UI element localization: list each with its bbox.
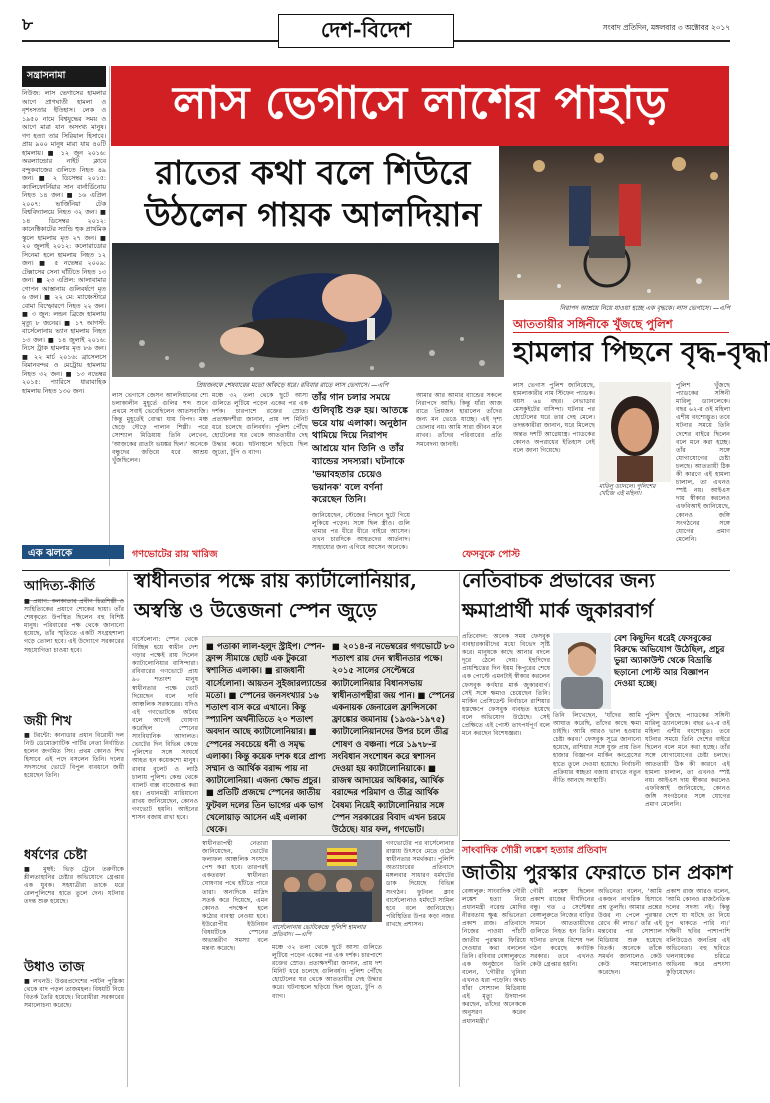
facebook-kicker: ফেসবুকে পোস্ট	[462, 549, 520, 560]
briefs-item4-text: ■ লখনউ: উত্তরপ্রদেশের পর্যটন পুস্তিকা থেকে বাদ পড়ল তাজমহল। বিষয়টি নিয়ে বিতর্ক তৈরি হয়েছে। বিরোধীরা সরকারের সমালোচনা করেছে।	[24, 978, 124, 1010]
police-kicker-rule	[513, 332, 729, 333]
gauri-headline: জাতীয় পুরস্কার ফেরাতে চান প্রকাশ	[462, 861, 733, 884]
catalonia-headline: স্বাধীনতার পক্ষে রায় ক্যাটালোনিয়ার, অস্বস্তি ও উত্তেজনা স্পেন জুড়ে	[134, 569, 417, 622]
police-col-2: পুলিশ খুঁজছে প্যাডকের সঙ্গিনী মারিলু ড্যানলেকে। বছর ৬২-র ওই মহিলা এশীয় বংশোদ্ভূত। তবে ঘটনার সময়ে তিনি দেশের বাইরে ছিলেন বলে মনে করা হচ্ছে। তাঁর সঙ্গে যোগাযোগের চেষ্টা চলছে। আততায়ী ঠিক কী কারণে এই হামলা চালাল, তা এখনও স্পষ্ট নয়। আইএস দায় স্বীকার করলেও এফবিআই জানিয়েছে, কোনও জঙ্গি সংগঠনের সঙ্গে যোগের প্রমাণ মেলেনি।	[676, 382, 730, 543]
facebook-col-1: প্রতিবেদন: অনেক সময় ফেসবুক ব্যবহারকারীদের মধ্যে বিভেদ সৃষ্টি করে। মানুষকে কাছে আনার বদলে দূরে ঠেলে দেয়। ইহুদিদের প্রায়শ্চিত্তের দিন ইয়ম কিপুরের শেষে এক পোস্টে এমনটাই স্বীকার করলেন ফেসবুক কর্ণধার মার্ক জুকারবার্গ। সেই সঙ্গে ক্ষমাও চেয়েছেন তিনি। মার্কিন প্রেসিডেন্ট নির্বাচনে রাশিয়ার হস্তক্ষেপে ফেসবুক ব্যবহৃত হয়েছে বলে অভিযোগ উঠেছে। সেই প্রেক্ষিতে এই পোস্ট তাৎপর্যপূর্ণ বলে মনে করছেন বিশেষজ্ঞরা।	[462, 633, 550, 738]
pull-quote-text: তাঁর গান চলার সময়ে গুলিবৃষ্টি শুরু হয়। আতঙ্কে ভরে যায় এলাকা। অনুষ্ঠান থামিয়ে দিয়ে নিরাপদ আশ্রয়ে যান তিনি ও তাঁর ব্যান্ডের সদস্যরা। ঘটনাকে 'ভয়াবহতার চেয়েও ভয়ানক' বলে বর্ণনা করেছেন তিনি।	[312, 392, 408, 506]
page-number: ৮	[22, 15, 34, 35]
sidebar-title: সন্ত্রাসনামা	[22, 66, 106, 87]
briefs-item3-title: ধর্ষণের চেষ্টা	[24, 848, 88, 863]
briefs-item1-title: আদিত্য-কীর্তি	[24, 577, 124, 601]
gauri-col-1: বেঙ্গালুরু: সাংবাদিক গৌরী লঙ্কেশ হত্যা নিয়ে প্রধানমন্ত্রী নরেন্দ্র মোদির নীরবতায় ক্ষুব্ধ অভিনেতা প্রকাশ রাজ। প্রতিবাদে নিজের পাওয়া পাঁচটি জাতীয় পুরস্কার ফিরিয়ে দেওয়ার কথা বললেন তিনি। রবিবার বেঙ্গালুরুতে এক অনুষ্ঠানে তিনি বলেন, 'গৌরীর খুনিরা এখনও ধরা পড়েনি। অথচ যাঁরা সোশ্যাল মিডিয়ায় এই মৃত্যু উদযাপন করছেন, তাঁদের অনেককে অনুসরণ করেন প্রধানমন্ত্রী।'	[462, 888, 526, 1025]
suspect-portrait-svg	[599, 382, 671, 482]
right-photo-wheelchair	[499, 146, 729, 300]
dateline: সংবাদ প্রতিদিন, মঙ্গলবার ৩ অক্টোবর ২০১৭	[602, 23, 730, 32]
briefs-item3-text: ■ মুম্বই: ভিড় ট্রেনে তরুণীকে শ্লীলতাহানির চেষ্টার অভিযোগে গ্রেপ্তার এক যুবক। সহযাত্রীরা তাকে ধরে রেলপুলিশের হাতে তুলে দেন। ঘটনার তদন্ত শুরু হয়েছে।	[24, 866, 124, 906]
main-headline: লাস ভেগাসে লাশের পাহাড়	[173, 75, 667, 129]
facebook-highlight: বেশ কিছুদিন ধরেই ফেসবুকের বিরুদ্ধে অভিযোগ উঠেছিল, প্রচুর ভুয়া অ্যাকাউন্ট থেকে বিভ্রান্তি ছড়ানো পোস্ট আর বিজ্ঞাপন দেওয়া হচ্ছে।	[614, 633, 725, 688]
catalonia-kicker: গণভোটের রায় খারিজ	[132, 549, 218, 560]
catalonia-photo-caption: বার্সেলোনায় ভোটকেন্দ্রে পুলিশি হামলার প্রতিবাদ। —এপি	[272, 924, 366, 939]
section-title-box	[278, 14, 454, 48]
sidebar-text: নিউজ: লাস ভেগাসের হামলার আগে প্রাণঘাতী হামলা ও নৃশংসতার ইতিহাস। লেক ও ১৯৫০ নামে বিশ্বযুদ্ধের সময় ও আগে মারা যান অসংখ্য মানুষ। গণ হত্যা তার সিরিয়াল হিসাবে। প্রায় ৯০০ মানুষ মারা যায় ৪০টি হামলায়। ■ ১২ জুন ২০১৬: অরল্যান্ডোর নাইট ক্লাবে বন্দুকবাজের গুলিতে নিহত ৪৯ জন। ■ ২ ডিসেম্বর ২০১৫: ক্যালিফোর্নিয়ার সান বার্নার্ডিনোয় নিহত ১৪ জন। ■ ১৬ এপ্রিল ২০০৭: ভার্জিনিয়া টেক বিশ্ববিদ্যালয়ে নিহত ৩২ জন। ■ ১৪ ডিসেম্বর ২০১২: কানেক্টিকাটের স্যান্ডি হুক প্রাথমিক স্কুলে হামলায় মৃত ২৭ জন। ■ ২০ জুলাই ২০১২: কলোরাডোর সিনেমা হলে হামলায় নিহত ১২ জন। ■ ৫ নভেম্বর ২০০৯: টেক্সাসের সেনা ঘাঁটিতে নিহত ১৩ জন। ■ ২৩ এপ্রিল: আলাবামার গোপন আস্তানায় গুলিবর্ষণে মৃত ৬ জন। ■ ২২ মে: ম্যাঞ্চেস্টারে বোমা বিস্ফোরণে নিহত ২২ জন। ■ ৩ জুন: লন্ডন ব্রিজে হামলায় মৃত্যু ৮ জনের। ■ ১৭ আগস্ট: বার্সেলোনায় ভ্যান হামলায় নিহত ১৩ জন। ■ ১৪ জুলাই ২০১৬: নিসে ট্রাক হামলায় মৃত ৮৬ জন। ■ ২২ মার্চ ২০১৬: ব্রাসেলসে বিমানবন্দর ও মেট্রোয় হামলায় নিহত ৩২ জন। ■ ১৩ নভেম্বর ২০১৫: প্যারিসে ধারাবাহিক হামলায় নিহত ১৩০ জন।	[22, 90, 106, 395]
zuckerberg-portrait-svg	[553, 633, 611, 709]
gauri-kicker: সাংবাদিক গৌরী লঙ্কেশ হত্যার প্রতিবাদ	[462, 845, 607, 856]
section-title: দেশ-বিদেশ	[320, 16, 412, 42]
catalonia-divider	[459, 572, 460, 1087]
lead-col-2: মঞ্চে ৩২ তলা থেকে ছুটে আসা গুলিতে লুটিয়ে পড়েন একের পর এক দর্শক। চারপাশে রক্তের স্রোত। প্রত্যক্ষদর্শীরা জানান, প্রায় দশ মিনিট ধরে চলেছে গুলিবর্ষণ। পুলিশ পৌঁছে হোটেলের ঘর থেকে আততায়ীর দেহ উদ্ধার করে। ঘটনাস্থলে ছড়িয়ে ছিল জুতো, টুপি ও ব্যাগ।	[212, 392, 308, 456]
police-photo-suspect	[599, 382, 671, 482]
briefs-item2-title: জয়ী শিখ	[24, 714, 72, 729]
facebook-col-3: পুলিশ খুঁজছে প্যাডকের সঙ্গিনী মারিলু ড্যানলেকে। বছর ৬২-র ওই মহিলা এশীয় বংশোদ্ভূত। তবে ঘটনার সময়ে তিনি দেশের বাইরে ছিলেন বলে মনে করা হচ্ছে। তাঁর সঙ্গে যোগাযোগের চেষ্টা চলছে। আততায়ী ঠিক কী কারণে এই হামলা চালাল, তা এখনও স্পষ্ট নয়। আইএস দায় স্বীকার করলেও এফবিআই জানিয়েছে, কোনও জঙ্গি সংগঠনের সঙ্গে যোগের প্রমাণ মেলেনি।	[645, 712, 730, 809]
catalonia-facts-1: ■ পতাকা লাল-হলুদ স্ট্রাইপ। স্পেন-ফ্রান্স সীমান্তে ছোট এক টুকরো স্বশাসিত এলাকা। ■ রাজধানী বার্সেলোনা। আয়তন সুইজারল্যান্ডের মতো। ■ স্পেনের জনসংখ্যার ১৬ শতাংশ বাস করে এখানে। কিন্তু স্প্যানিশ অর্থনীতিতে ২০ শতাংশ অবদান আছে ক্যাটালোনিয়ার। ■ স্পেনের সবচেয়ে ধনী ও সমৃদ্ধ এলাকা। কিন্তু কয়েক দশক ধরে প্রাপ্য সম্মান ও আর্থিক বরাদ্দ পায় না ক্যাটালোনিয়া। এজন্য ক্ষোভ প্রচুর। ■ প্রতিটি প্রজন্মে স্পেনের জাতীয় ফুটবল দলের তিন ভাগের এক ভাগ খেলোয়াড় আসেন এই এলাকা থেকে।	[206, 641, 327, 835]
police-kicker: আততায়ীর সঙ্গিনীকে খুঁজছে পুলিশ	[513, 317, 673, 331]
catalonia-col-3: গণভোটের পর বার্সেলোনার রাস্তায় উৎসবে মেতে ওঠেন স্বাধীনতার সমর্থকরা। পুলিশি অত্যাচারের প্রতিবাদে মঙ্গলবার সাধারণ ধর্মঘটের ডাক দিয়েছে বিভিন্ন সংগঠন। ফুটবল ক্লাব বার্সেলোনাও ধর্মঘটে সামিল হবে বলে জানিয়েছে। পরিস্থিতির উপর কড়া নজর রাখছে প্রশাসন।	[386, 840, 454, 928]
briefs-item1-text: ■ প্রয়াণ: কলকাতার প্রবীণ চিত্রশিল্পী ও সাহিত্যিকের প্রয়াণে শোকের ছায়া। তাঁর শেষকৃত্যে উপস্থিত ছিলেন বহু বিশিষ্ট মানুষ। পরিবারের পক্ষ থেকে জানানো হয়েছে, তাঁর স্মৃতিতে একটি সংগ্রহশালা গড়ে তোলা হবে। এই উদ্যোগে সরকারের সহযোগিতা চাওয়া হবে।	[24, 598, 124, 654]
catalonia-col-2: স্বাধীনতাপন্থী নেতারা জানিয়েছেন, ভোটের ফলাফল আঞ্চলিক সংসদে পেশ করা হবে। তারপরই একতরফা স্বাধীনতা ঘোষণার পথে হাঁটতে পারে তারা। অন্যদিকে মাদ্রিদ সতর্ক করে দিয়েছে, এমন কোনও পদক্ষেপ হলে কঠোর ব্যবস্থা নেওয়া হবে। ইউরোপীয় ইউনিয়ন বিষয়টিকে স্পেনের অভ্যন্তরীণ সমস্যা বলে মন্তব্য করেছে।	[202, 840, 268, 953]
masthead	[0, 0, 750, 44]
lead-pull-quote	[312, 392, 410, 508]
right-photo-svg	[499, 146, 729, 300]
lead-headline: রাতের কথা বলে শিউরে উঠলেন গায়ক আলদিয়ান	[144, 153, 482, 234]
briefs-item2-text: ■ টরন্টো: কানাডার প্রধান বিরোধী দল নিউ ডেমোক্র্যাটিক পার্টির নেতা নির্বাচিত হলেন জগমিত সিং। প্রথম কোনও শিখ হিসাবে এই পদে বসলেন তিনি। দলের সদস্যদের ভোটে বিপুল ব্যবধানে জয়ী হয়েছেন তিনি।	[24, 732, 124, 780]
catalonia-col-4: মঞ্চে ৩২ তলা থেকে ছুটে আসা গুলিতে লুটিয়ে পড়েন একের পর এক দর্শক। চারপাশে রক্তের স্রোত। প্রত্যক্ষদর্শীরা জানান, প্রায় দশ মিনিট ধরে চলেছে গুলিবর্ষণ। পুলিশ পৌঁছে হোটেলের ঘর থেকে আততায়ীর দেহ উদ্ধার করে। ঘটনাস্থলে ছড়িয়ে ছিল জুতো, টুপি ও ব্যাগ।	[272, 944, 382, 1000]
gauri-col-2: গৌরী লঙ্কেশ ছিলেন প্রকাশ রাজের দীর্ঘদিনের বন্ধু। গত ৫ সেপ্টেম্বর বেঙ্গালুরুতে নিজের বাড়ির সামনে আততায়ীদের গুলিতে নিহত হন তিনি। ঘটনার তদন্তে বিশেষ দল গঠন করেছে কর্ণাটক সরকার। তবে এখনও কেউ গ্রেপ্তার হয়নি।	[530, 888, 594, 968]
gauri-top-rule	[462, 840, 730, 841]
main-headline-banner	[111, 66, 729, 146]
facebook-highlight-box	[614, 633, 730, 709]
catalonia-col-1: বার্সেলোনা: স্পেন থেকে বিচ্ছিন্ন হয়ে স্বাধীন দেশ গড়ার পক্ষেই রায় দিলেন ক্যাটালোনিয়ার বাসিন্দারা। রবিবারের গণভোটে প্রায় ৯০ শতাংশ মানুষ স্বাধীনতার পক্ষে ভোট দিয়েছেন বলে দাবি আঞ্চলিক সরকারের। যদিও এই গণভোটকে অবৈধ বলে আগেই ঘোষণা করেছিল স্পেনের সাংবিধানিক আদালত। ভোটের দিন বিভিন্ন কেন্দ্রে পুলিশের সঙ্গে সংঘর্ষে আহত হন কয়েকশো মানুষ। রাবার বুলেট ও লাঠি চালায় পুলিশ। কেন্দ্র থেকে ব্যালট বাক্স বাজেয়াপ্ত করা হয়। প্রধানমন্ত্রী মারিয়ানো রাখয় জানিয়েছেন, কোনও গণভোট হয়নি। আইনের শাসন বজায় রাখা হবে।	[132, 636, 198, 822]
lead-photo-embrace	[112, 243, 504, 377]
lead-photo-caption: প্রিয়জনকে শেষবারের মতো আঁকড়ে ধরে। রবিবার রাতে লাস ভেগাসে। —এপি	[196, 382, 389, 389]
police-headline: হামলার পিছনে বৃদ্ধ-বৃদ্ধা	[513, 337, 770, 368]
sidebar-divider	[109, 66, 110, 566]
facebook-photo-zuckerberg	[553, 633, 611, 709]
gauri-col-4: প্রকাশ রাজ আরও বলেন, 'আমি কোনও রাজনৈতিক দলের সদস্য নই। কিন্তু দেশে যা ঘটছে তা নিয়ে চুপ থাকতে পারি না।' দক্ষিণী ছবির পাশাপাশি বলিউডেও জনপ্রিয় এই অভিনেতা। বহু ছবিতে খলনায়কের চরিত্রে অভিনয় করে প্রশংসা কুড়িয়েছেন।	[666, 888, 730, 976]
right-photo-caption: নিরাপদ আশ্রয়ে নিয়ে যাওয়া হচ্ছে এক বৃদ্ধকে। লাস ভেগাসে। —এপি	[559, 305, 730, 312]
facebook-headline: নেতিবাচক প্রভাবের জন্য ক্ষমাপ্রার্থী মার্ক জুকারবার্গ	[462, 569, 655, 622]
briefs-tab-label: এক ঝলকে	[28, 548, 73, 559]
briefs-divider	[127, 572, 128, 1087]
facebook-col-2: তিনি লিখেছেন, 'যাঁদের আমি আঘাত করেছি, তাঁদের কাছে ক্ষমা চাইছি। আমি আরও ভাল হওয়ার চেষ্টা করব।' ফেসবুক সূত্রে জানানো হয়েছে, রাশিয়ার সঙ্গে যুক্ত প্রায় তিন হাজার বিজ্ঞাপন মার্কিন কংগ্রেসের হাতে তুলে দেওয়া হয়েছে। নির্বাচনী প্রক্রিয়ার স্বচ্ছতা বজায় রাখতে নতুন নীতি আনছে সংস্থাটি।	[553, 712, 641, 784]
masthead-rule-left	[22, 40, 278, 42]
police-col-1: লাস ভেগাস পুলিশ জানিয়েছে, হামলাকারীর নাম স্টিফেন প্যাডক। বয়স ৬৪ বছর। নেভাডার মেসকুইটের বাসিন্দা। ঘটনার পর হোটেলের ঘরে তার দেহ মেলে। তদন্তকারীরা জানান, ঘরে মিলেছে অন্তত দশটি আগ্নেয়াস্ত্র। প্যাডকের কোনও অপরাধের ইতিহাস নেই বলে জানা গিয়েছে।	[513, 382, 595, 454]
lead-photo-svg	[112, 243, 504, 377]
sidebar-terror-list	[22, 66, 106, 566]
lead-col-1: লাস ভেগাসে জেসন আলদিয়ানের শো চলাকালীন মুহূর্তে গুলির শব্দ শুনে প্রথমে সবাই ভেবেছিলেন আতসবাজি। কিন্তু মুহূর্তেই বোঝা যায় বিপদ। মঞ্চ ছেড়ে দৌড়ে পালান শিল্পী। পরে সোশ্যাল মিডিয়ায় তিনি লেখেন, 'আজকের রাতটা ভয়ঙ্কর ছিল।' অনেকে বন্ধুদের জড়িয়ে ধরে আশ্রয় খুঁজছিলেন।	[112, 392, 208, 464]
police-photo-caption: মারিলু ড্যানলে। পুলিশের খোঁজে এই মহিলা।	[599, 484, 656, 497]
catalonia-photo-protest	[272, 840, 382, 922]
briefs-item4-title: উধাও তাজ	[24, 960, 85, 975]
catalonia-facts-2: ■ ২০১৪-র নভেম্বরের গণভোটে ৮০ শতাংশ রায় দেন স্বাধীনতার পক্ষে। ২০১৫ সালের সেপ্টেম্বরে ক্যাটালোনিয়ার বিধানসভায় স্বাধীনতাপন্থীরা জয় পান। ■ স্পেনের একনায়ক জেনারেল ফ্রান্সিসকো ফ্রাঙ্কোর জমানায় (১৯৩৯-১৯৭৫) ক্যাটালোনিয়ানদের উপর চলে তীব্র শোষণ ও বঞ্চনা। পরে ১৯৭৮-র সংবিধান সংশোধন করে স্বশাসন দেওয়া হয় ক্যাটালোনিয়াকে। ■ রাজস্ব আদায়ের অধিকার, আর্থিক বরাদ্দের পরিমাণ ও তীব্র আর্থিক বৈষম্য নিয়েই ক্যাটালোনিয়ার সঙ্গে স্পেন সরকারের বিবাদ এখন চরমে উঠেছে। যার ফল, গণভোট।	[332, 641, 455, 835]
masthead-rule-right	[454, 40, 730, 42]
lead-col-3: আমার আর আমার ব্যান্ডের সকলে নিরাপদে আছি। কিন্তু যাঁরা আজ রাতে প্রিয়জন হারালেন তাঁদের জন্য মন ভেঙে যাচ্ছে। এই দৃশ্য ভোলার নয়। আমি সারা জীবন মনে রাখব। তাঁদের পরিবারের প্রতি সমবেদনা জানাই।	[416, 392, 502, 448]
lead-col-2b: জানিয়েছেন, স্টেজের পিছনে ছুটে গিয়ে লুকিয়ে পড়েন। সঙ্গে ছিল স্ত্রীও। গুলি থামার পর ধীরে ধীরে বাইরে আসেন। তখন চারদিকে আহতদের আর্তনাদ। সাহায্যের জন্য এগিয়ে আসেন অনেকে।	[312, 512, 410, 552]
briefs-tab	[22, 545, 124, 559]
catalonia-photo-svg	[272, 840, 382, 922]
gauri-col-3: অভিনেতা বলেন, 'আমি একজন নাগরিক হিসাবে প্রশ্ন তুলছি। আমার প্রশ্নের উত্তর না পেলে পুরস্কার রেখে কী লাভ।' তাঁর এই মন্তব্যের পর সোশ্যাল মিডিয়ায় শুরু হয়েছে বিতর্ক। অনেকে তাঁকে সমর্থন জানালেও কেউ কেউ সমালোচনাও করেছেন।	[598, 888, 662, 976]
